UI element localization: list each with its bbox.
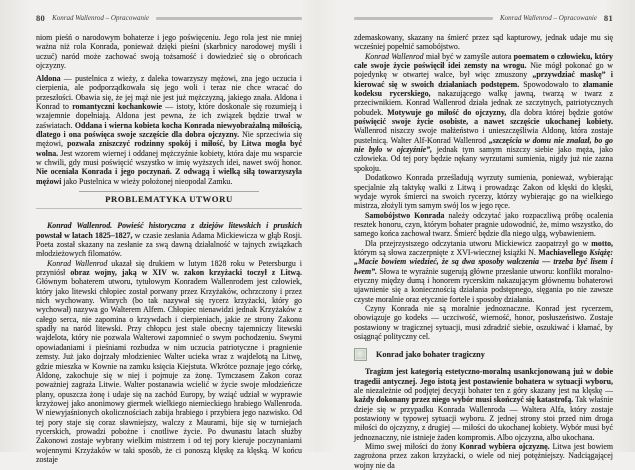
text-run: Tragizm jest kategorią estetyczno-moralną usankcjonowaną już w dobie tragedii antycznej. bbox=[354, 367, 613, 386]
paragraph bbox=[354, 442, 613, 470]
text-run: Konrad Wallenrod bbox=[365, 51, 424, 61]
text-run: Nie mógł pokonać go w pojedynkę w otwartej walce, był więc zmuszony bbox=[354, 61, 614, 80]
text-run: motto, bbox=[591, 238, 613, 248]
text-run: Wallenrod niszczy swoje małżeństwo i unieszczęśliwia Aldonę, która zostaje pustelnicą. Walter Alf-Konrad Wallenrod bbox=[354, 126, 613, 145]
paragraph bbox=[36, 74, 302, 186]
text-run: w czasie zesłania Adama Mickiewicza w głąb Rosji. Poeta został skazany na zesłanie za swą dawną działalność w tajnych związkach młodzieżowych filomatów. bbox=[36, 230, 302, 259]
page-body-left bbox=[36, 33, 302, 464]
subsection-heading bbox=[354, 348, 613, 361]
page-left bbox=[36, 0, 303, 464]
text-run: Dla przejrzystszego odczytania utworu Mickiewicz zaopatrzył go w bbox=[365, 238, 592, 248]
text-run: Oddana i wierna kobieta kocha Konrada niewyobrażalną miłością, dlatego i ona poświęca swoje szczęście dla dobra ojczyzny. bbox=[36, 120, 302, 139]
text-run: poświęcić swoje życie osobiste, a nawet szczęście ukochanej kobiety. bbox=[354, 117, 613, 127]
text-run: każdy dokonany przez niego wybór musi skończyć się katastrofą. bbox=[354, 395, 574, 405]
text-run: Głównym bohaterem utworu, tytułowym Konradem Wallenrodem jest człowiek, który jako litewski chłopiec został porwany przez Krzyżaków, ochrzczony i przez nich wychowany. Winrych (bo tak nazywał się rycerz krzyżacki, który go wychował) nazywa go Walterem Alfem. Chłopiec nienawidzi jednak Krzyżaków z całego serca, nie zapomina o krzywdach i cierpieniach, jakie ze strony Zakonu spadły na naród litewski. Przy chłopcu jest stale obecny tajemniczy litewski wajdelota, który nie pozwala Walterowi zapomnieć o swym pochodzeniu. Swymi opowiadaniami i pieśniami rozbudza w nim uczucia patriotyczne i pragnienie zemsty. Już jako dojrzały młodzieniec Walter ucieka wraz z wajdelotą na Litwę, gdzie mieszka w Kownie na zamku księcia Kiejstuta. Wkrótce poznaje jego córkę, Aldonę, zakochuje się w niej i pojmuje za żonę. Tymczasem Zakon coraz poważniej zagraża Litwie. Walter postanawia wcielić w życie swoje młodzieńcze plany, opuszcza żonę i udaje się na zachód Europy, by wziąć udział w wyprawie krzyżowej jako anonimowy giermek wielkiego niemieckiego hrabiego Wallenroda. W niewyjaśnionych okolicznościach zabija hrabiego i przybiera jego nazwisko. Od tej pory staje się coraz sławniejszy, walczy z Maurami, bije się w turniejach rycerskich, prowadzi pobożne i cnotliwe życie. Po dwunastu latach służby Zakonowi zostaje wybrany wielkim mistrzem i od tej pory kieruje poczynaniami wojennymi Krzyżaków w taki sposób, że ci ponoszą klęskę za klęską. W końcu zostaje bbox=[36, 277, 302, 464]
section-heading bbox=[36, 191, 302, 209]
text-run: którym są słowa zaczerpnięte z XVI-wiecznej książki N. bbox=[354, 247, 539, 257]
text-run: „przywdziać maskę” i kierować się w swoich działaniach podstępem. bbox=[354, 70, 614, 89]
text-run: Tak właśnie dzieje się w przypadku Konrada Wallenroda — Waltera Alfa, który zostaje postawiony w typowej sytuacji wyboru. Z jednej strony stoi przed nim droga miłości do ojczyzny, z drugiej — miłości do ukochanej kobiety. Wybór musi być jednoznaczny, nie istnieje żaden kompromis. Albo ojczyzna, albo ukochana. bbox=[354, 395, 613, 442]
text-run: Spowodowało to bbox=[519, 79, 583, 89]
text-run: Czyny Konrada nie są moralnie jednoznaczne. Konrad jest rycerzem, obowiązuje go kodeks — uczciwość, wierność, honor, posłuszeństwo. Zostaje postawiony w tragicznej sytuacji, musi zdradzić siebie, oszukiwać i kłamać, by osiągnąć polityczny cel. bbox=[354, 303, 613, 341]
header-rule-right bbox=[354, 17, 493, 20]
running-head-right bbox=[354, 13, 613, 23]
text-run: poematem o człowieku, który całe swoje życie poświęcił idei zemsty na wrogu. bbox=[354, 51, 613, 71]
parchment-icon bbox=[354, 348, 367, 361]
text-run: Jego istotą jest postawienie bohatera w sytuacji wyboru, bbox=[419, 376, 613, 386]
text-run: zdemaskowany, skazany na śmierć przez sąd kapturowy, jednak udaje mu się wcześniej popełnić samobójstwo. bbox=[354, 33, 613, 52]
text-run: należy odczytać jako rozpaczliwą próbę ocalenia resztek honoru, czyn, którym bohater pragnie udowodnić, że, mimo wszystko, do samego końca zachował twarz. Śmierć będzie dla niego ulgą, wybawieniem. bbox=[354, 210, 613, 239]
paragraph bbox=[354, 33, 613, 52]
paragraph bbox=[354, 239, 613, 304]
text-run: Jest wzorem wiernej i oddanej mężczyźnie kobiety, która daje mu wsparcie w chwili, gdy musi poświęcić wszystko w imię wyższych idei, nawet swój honor. bbox=[36, 148, 302, 167]
text-run: pozwala zniszczyć rodzinny spokój i miłość, by Litwa mogła być wolna. bbox=[36, 139, 302, 158]
paragraph bbox=[354, 173, 613, 210]
page-number-left: 80 bbox=[36, 13, 46, 23]
text-run: Dodatkowo Konrada prześladują wyrzuty sumienia, ponieważ, wybierając specjalnie złą taktykę walki z Litwą i prowadząc Zakon od klęski do klęski, wydaje wyrok śmierci na swoich rycerzy, którzy wybierając go na wielkiego mistrza, złożyli tym samym swój los w jego ręce. bbox=[354, 173, 613, 211]
text-run: Książę: „Macie bowiem wiedzieć, że są dwa sposoby walczenia — trzeba być lisem i lwem”. bbox=[354, 247, 613, 276]
page-body-right bbox=[354, 33, 613, 470]
text-run: Konrad Wallenrod. Powieść historyczna z dziejów litewskich i pruskich bbox=[47, 221, 302, 231]
paragraph bbox=[354, 211, 613, 239]
paragraph bbox=[354, 52, 613, 173]
text-run: Konrad wybiera ojczyznę. bbox=[459, 442, 550, 452]
text-run: Konrad Wallenrod bbox=[47, 258, 108, 268]
text-run: Mimo swej miłości do żony bbox=[365, 442, 460, 452]
paragraph bbox=[354, 367, 613, 442]
text-run: romantyczni kochankowie bbox=[72, 101, 163, 111]
header-rule-left bbox=[156, 17, 302, 20]
page-right bbox=[354, 0, 614, 470]
paragraph bbox=[36, 259, 302, 465]
text-run: — istoty, które doskonale się rozumieją i wzajemnie dopełniają. Aldona jest pewna, że ich związek będzie trwał w zaświatach. bbox=[36, 101, 302, 130]
paragraph bbox=[354, 304, 613, 341]
text-run: Nie oceniała Konrada i jego poczynań. Z odwagą i wielką siłą towarzyszyła mężowi bbox=[36, 167, 302, 186]
running-title-left: Konrad Wallenrod – Opracowanie bbox=[52, 14, 150, 22]
text-run: powstał w latach 1825–1827, bbox=[36, 230, 133, 240]
text-run: Aldona bbox=[36, 73, 61, 83]
text-run: nakazującego walkę jawną, twarzą w twarz z przeciwnikiem. Konrad Wallenrod działa jednak ze szczytnych, patriotycznych pobudek. bbox=[354, 89, 613, 117]
text-run: Motywuje go miłość do ojczyzny, bbox=[387, 107, 507, 117]
running-title-right: Konrad Wallenrod – Opracowanie bbox=[499, 14, 597, 22]
text-run: Machiavellego bbox=[538, 247, 587, 257]
text-run: dla dobra której będzie gotów bbox=[506, 107, 614, 117]
text-run: — pustelnica z wieży, z daleka towarzyszy mężowi, zna jego uczucia i cierpienia, ale podporządkowała się jego woli i teraz nie chce wracać do przeszłości. Obawia się, że jej mąż nie jest już mężczyzną, jakiego znała. Aldona i Konrad to bbox=[36, 73, 302, 111]
text-run: złamanie kodeksu rycerskiego, bbox=[354, 79, 613, 99]
page-number-right: 81 bbox=[603, 13, 613, 23]
text-run: ukazał się drukiem w lutym 1828 roku w Petersburgu i przyniósł bbox=[36, 258, 302, 278]
text-run: „szczęścia w domu nie znalazł, bo go nie było w ojczyźnie”, bbox=[354, 135, 613, 155]
text-run: niom pieśń o narodowym bohaterze i jego poświęceniu. Jego rola jest nie mniej ważna niż rola Konrada, ponieważ dzięki pieśni (skarbnicy narodowej myśli i uczuć) naród może zachować swoją tożsamość i dowiedzieć się o obrońcach ojczyzny. bbox=[36, 33, 302, 71]
text-run: miał być w zamyśle autora bbox=[423, 51, 514, 61]
text-run: jako Pustelnica w wieży położonej nieopodal Zamku. bbox=[61, 176, 233, 186]
text-run: ale niezależnie od podjętej decyzji bohater ten z góry skazany jest na klęskę — bbox=[354, 386, 613, 396]
text-run: Litwa jest bowiem zagrożona przez zakon krzyżacki, o wiele od niej potężniejszy. Nadciągającej wojny nie da bbox=[354, 442, 613, 470]
subsection-heading-label: Konrad jako bohater tragiczny bbox=[376, 350, 485, 360]
text-run: jednak tym samym niszczy siebie jako męża, jako człowieka. Od tej pory będzie nękany wyrzutami sumienia, nigdy już nie zazna spokoju. bbox=[354, 145, 613, 173]
text-run: obraz wojny, jaką w XIV w. zakon krzyżacki toczył z Litwą. bbox=[70, 268, 302, 278]
text-run: Nie sprzeciwia się mężowi, bbox=[36, 129, 303, 149]
section-heading-label: PROBLEMATYKA UTWORU bbox=[79, 191, 259, 204]
running-head-left bbox=[36, 13, 302, 23]
text-run: Słowa te wyraźnie sugerują główne przesłanie utworu: konflikt moralno-etyczny między dumą i honorem rycerskim nakazującym głównemu bohaterowi ujawnienie się a koniecznością działania podstępnego, sięgania po nie zawsze czyste moralnie oraz etycznie fortele i sposoby działania. bbox=[354, 266, 613, 304]
text-run: Samobójstwo Konrada bbox=[365, 210, 445, 220]
paragraph bbox=[36, 33, 302, 70]
paragraph bbox=[36, 221, 302, 258]
